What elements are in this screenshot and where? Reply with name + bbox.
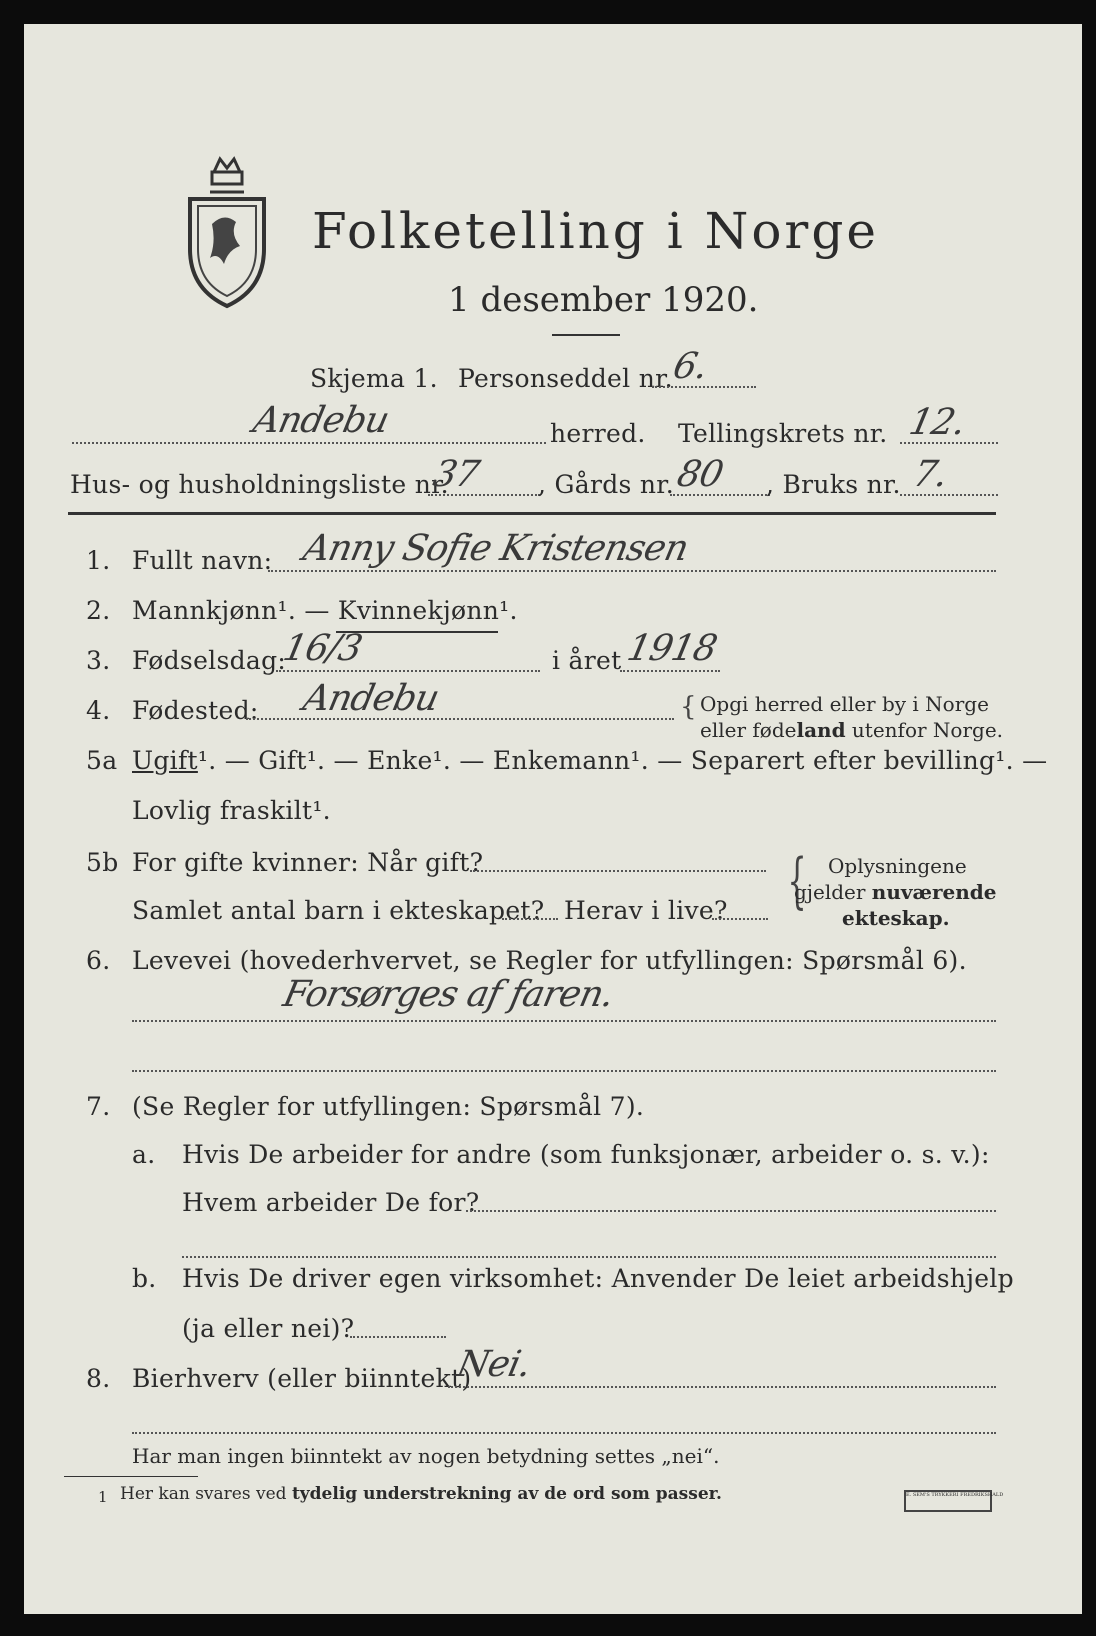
q8-line2 xyxy=(132,1432,996,1434)
q2-label: Mannkjønn¹. — Kvinnekjønn¹. xyxy=(132,596,518,625)
q5b-note-line2: gjelder nuværende xyxy=(794,880,997,904)
q5b-line2a-dots xyxy=(502,918,558,920)
q7a-letter: a. xyxy=(132,1140,156,1169)
q5b-note-line1: Oplysningene xyxy=(828,854,967,878)
q5b-bracket: { xyxy=(787,846,807,916)
q7-number: 7. xyxy=(86,1092,111,1121)
q5b-line2a: Samlet antal barn i ekteskapet? xyxy=(132,896,545,925)
title-divider xyxy=(552,334,620,336)
q8-number: 8. xyxy=(86,1364,111,1393)
q8-label: Bierhverv (eller biinntekt) xyxy=(132,1364,472,1393)
q3-number: 3. xyxy=(86,646,111,675)
q5a-number: 5a xyxy=(86,746,118,775)
q5a-line2: Lovlig fraskilt¹. xyxy=(132,796,331,825)
q1-number: 1. xyxy=(86,546,111,575)
husliste-label: Hus- og husholdningsliste nr. xyxy=(70,470,449,499)
q5b-number: 5b xyxy=(86,848,119,877)
q6-line1 xyxy=(132,1020,996,1022)
q7b-line2: (ja eller nei)? xyxy=(182,1314,355,1343)
q5b-line2b: Herav i live? xyxy=(564,896,728,925)
q1-value: Anny Sofie Kristensen xyxy=(299,528,692,569)
q6-label: Levevei (hovederhvervet, se Regler for utfyllingen: Spørsmål 6). xyxy=(132,946,967,975)
q2-number: 2. xyxy=(86,596,111,625)
gards-value: 80 xyxy=(673,454,727,495)
printer-stamp: E. SEM'S TRYKKERI FREDRIKSHALD xyxy=(904,1490,992,1512)
q7a-line1: Hvis De arbeider for andre (som funksjonær, arbeider o. s. v.): xyxy=(182,1140,990,1169)
q3-year-label: i året xyxy=(552,646,622,675)
personseddel-value: 6. xyxy=(669,346,711,387)
q4-label: Fødested: xyxy=(132,696,259,725)
q4-number: 4. xyxy=(86,696,111,725)
coat-of-arms-icon xyxy=(184,154,270,314)
census-form xyxy=(24,24,1082,1614)
q5b-line2b-dots xyxy=(712,918,768,920)
q3-line xyxy=(276,670,540,672)
q3-label: Fødselsdag: xyxy=(132,646,287,675)
q6-number: 6. xyxy=(86,946,111,975)
q8-value: Nei. xyxy=(453,1344,535,1385)
q7a-line3-dots xyxy=(182,1256,996,1258)
footnote-rule xyxy=(64,1476,198,1477)
q4-bracket: { xyxy=(680,692,697,722)
q3-year-value: 1918 xyxy=(623,628,720,669)
q4-note-line1: Opgi herred eller by i Norge xyxy=(700,692,989,716)
q7a-line2: Hvem arbeider De for? xyxy=(182,1188,480,1217)
q4-value: Andebu xyxy=(299,678,443,719)
bruks-label: , Bruks nr. xyxy=(766,470,901,499)
header-rule xyxy=(68,512,996,515)
q6-value: Forsørges af faren. xyxy=(279,974,618,1015)
tellingskrets-value: 12. xyxy=(905,402,969,443)
q4-note-line2: eller fødeland utenfor Norge. xyxy=(700,718,1004,742)
q3-year-line xyxy=(620,670,720,672)
personseddel-line xyxy=(652,386,756,388)
q6-line2 xyxy=(132,1070,996,1072)
husliste-value: 37 xyxy=(429,454,483,495)
q7b-line1: Hvis De driver egen virksomhet: Anvender De leiet arbeidshjelp xyxy=(182,1264,1014,1293)
tellingskrets-label: Tellingskrets nr. xyxy=(678,419,888,448)
personseddel-label: Personseddel nr. xyxy=(458,364,673,393)
footnote-text: Her kan svares ved tydelig understrekning av de ord som passer. xyxy=(120,1484,722,1504)
q8-line xyxy=(448,1386,996,1388)
q7-label: (Se Regler for utfyllingen: Spørsmål 7). xyxy=(132,1092,645,1121)
gards-label: , Gårds nr. xyxy=(538,470,675,499)
q3-value: 16/3 xyxy=(279,628,366,669)
q5b-line1-dots xyxy=(470,870,766,872)
q5b-line1: For gifte kvinner: Når gift? xyxy=(132,848,484,877)
q1-label: Fullt navn: xyxy=(132,546,273,575)
q5a-options: Ugift¹. — Gift¹. — Enke¹. — Enkemann¹. — Separert efter bevilling¹. — xyxy=(132,746,1048,775)
herred-label: herred. xyxy=(550,419,646,448)
nei-note: Har man ingen biinntekt av nogen betydning settes „nei“. xyxy=(132,1444,720,1468)
footnote-number: 1 xyxy=(98,1488,108,1506)
form-title: Folketelling i Norge xyxy=(312,202,879,260)
schema-label: Skjema 1. xyxy=(310,364,438,393)
census-date: 1 desember 1920. xyxy=(448,280,759,320)
q1-line xyxy=(268,570,996,572)
herred-line xyxy=(72,442,546,444)
q7a-line2-dots xyxy=(466,1210,996,1212)
ugift-option: Ugift xyxy=(132,746,198,775)
q5b-note-line3: ekteskap. xyxy=(842,906,950,930)
q7b-letter: b. xyxy=(132,1264,157,1293)
herred-value: Andebu xyxy=(249,400,393,441)
bruks-value: 7. xyxy=(909,454,951,495)
q7b-line2-dots xyxy=(350,1336,446,1338)
